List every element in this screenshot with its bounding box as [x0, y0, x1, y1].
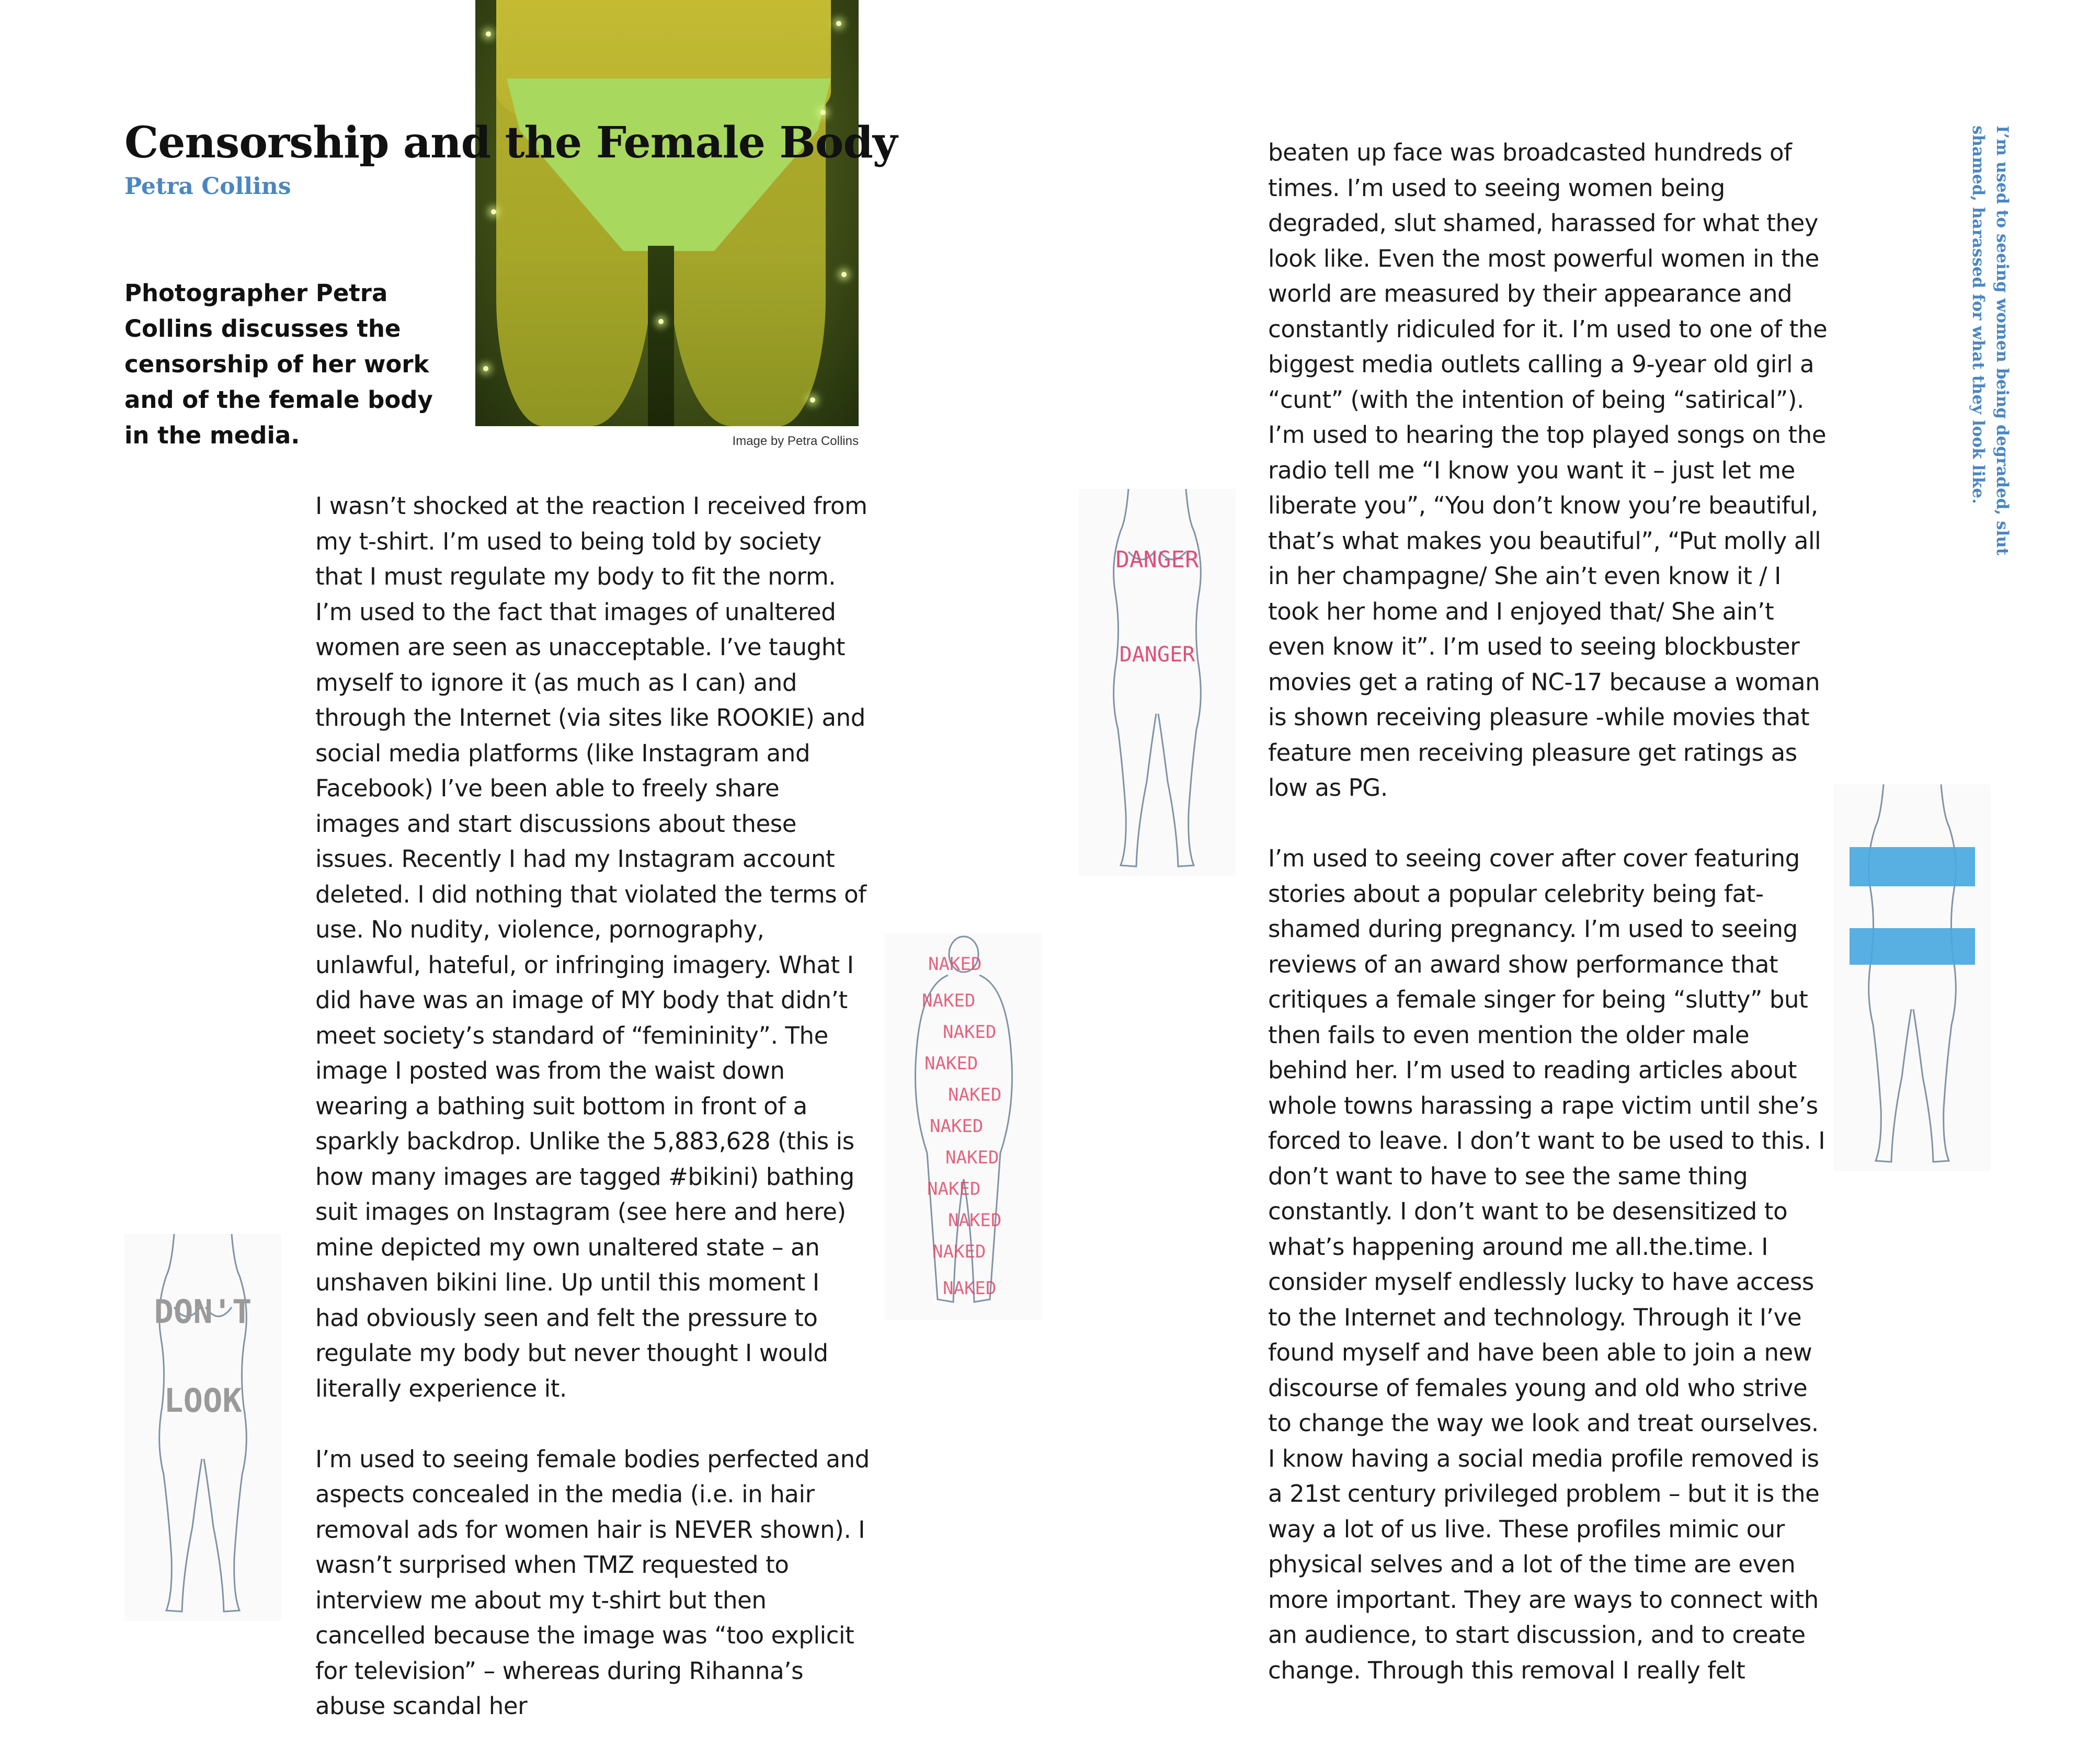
- naked-figure-illustration: [885, 933, 1042, 1320]
- naked-label: NAKED: [943, 1022, 997, 1043]
- dont-look-figure-illustration: [124, 1234, 281, 1621]
- article-author: Petra Collins: [124, 173, 291, 200]
- article-intro: Photographer Petra Collins discusses the censorship of her work and of the female body in the media.: [124, 279, 433, 449]
- naked-label: NAKED: [925, 1053, 978, 1074]
- naked-label: NAKED: [943, 1278, 997, 1299]
- body-paragraph: beaten up face was broadcasted hundreds of times. I’m used to seeing women being degraded, slut shamed, harassed for what they look like. Even the most powerful women in the world are measured by their appearance and constantly ridiculed for it. I’m used to one of the biggest media outlets calling a 9-year old girl a “cunt” (with the intention of being “satirical”). I’m used to hearing the top played songs on the radio tell me “I know you want it – just let me liberate you”, “You don’t know you’re beautiful, that’s what makes you beautiful”, “Put molly all in her champagne/ She ain’t even know it / I took her home and I enjoyed that/ She ain’t even know it”. I’m used to seeing blockbuster movies get a rating of NC-17 because a woman is shown receiving pleasure -while movies that feature men receiving pleasure get ratings as low as PG.: [1268, 139, 1828, 802]
- danger-figure-illustration: [1079, 489, 1236, 876]
- article-title: Censorship and the Female Body: [124, 118, 897, 168]
- danger-label-top: DANGER: [1115, 546, 1199, 573]
- pull-quote: I’m used to seeing women being degraded, slut shamed, harassed for what they look like.: [1969, 125, 2012, 556]
- body-paragraph: I’m used to seeing cover after cover featuring stories about a popular celebrity being fat-shamed during pregnancy. I’m used to seeing reviews of an award show performance that critiques a female singer for being “slutty” but then fails to even mention the older male behind her. I’m used to reading articles about whole towns harassing a rape victim until she’s forced to leave. I don’t want to be used to this. I don’t want to have to see the same thing constantly. I don’t want to be desensitized to what’s happening around me all.the.time. I consider myself endlessly lucky to have access to the Internet and technology. Through it I’ve found myself and have been able to join a new discourse of females young and old who strive to change the way we look and treat ourselves. I know having a social media profile removed is a 21st century privileged problem – but it is the way a lot of us live. These profiles mimic our physical selves and a lot of the time are even more important. They are ways to connect with an audience, to start discussion, and to create change. Through this removal I really felt: [1268, 844, 1825, 1684]
- naked-label: NAKED: [945, 1147, 999, 1168]
- danger-label-bottom: DANGER: [1119, 643, 1195, 667]
- dont-label: DON'T: [154, 1293, 252, 1331]
- article-photo: [475, 0, 859, 426]
- body-column-right: [1268, 135, 1828, 1723]
- naked-label: NAKED: [927, 1179, 981, 1200]
- body-paragraph: I wasn’t shocked at the reaction I received from my t-shirt. I’m used to being told by society that I must regulate my body to fit the norm. I’m used to the fact that images of unaltered women are seen as unacceptable. I’ve taught myself to ignore it (as much as I can) and through the Internet (via sites like ROOKIE) and social media platforms (like Instagram and Facebook) I’ve been able to freely share images and start discussions about these issues. Recently I had my Instagram account deleted. I did nothing that violated the terms of use. No nudity, violence, pornography, unlawful, hateful, or infringing imagery. What I did have was an image of MY body that didn’t meet society’s standard of “femininity”. The image I posted was from the waist down wearing a bathing suit bottom in front of a sparkly backdrop. Unlike the 5,883,628 (this is how many images are tagged #bikini) bathing suit images on Instagram (see here and here) mine depicted my own unaltered state – an unshaven bikini line. Up until this moment I had obviously seen and felt the pressure to regulate my body but never thought I would literally experience it.: [315, 492, 868, 1402]
- naked-label: NAKED: [928, 954, 982, 975]
- photo-caption: Image by Petra Collins: [732, 434, 859, 448]
- censor-bar-bottom: [1850, 928, 1975, 965]
- naked-label: NAKED: [948, 1210, 1002, 1231]
- naked-label: NAKED: [930, 1116, 984, 1137]
- naked-label: NAKED: [932, 1241, 986, 1262]
- body-column-left: [315, 488, 870, 1759]
- look-label: LOOK: [164, 1381, 242, 1420]
- naked-label: NAKED: [948, 1084, 1002, 1105]
- censor-bars-figure-illustration: [1834, 784, 1991, 1171]
- naked-label: NAKED: [922, 990, 976, 1011]
- body-paragraph: I’m used to seeing female bodies perfected and aspects concealed in the media (i.e. in hair removal ads for women hair is NEVER shown). I wasn’t surprised when TMZ requested to interview me about my t-shirt but then cancelled because the image was “too explicit for television” – whereas during Rihanna’s abuse scandal her: [315, 1445, 870, 1720]
- censor-bar-top: [1850, 847, 1975, 886]
